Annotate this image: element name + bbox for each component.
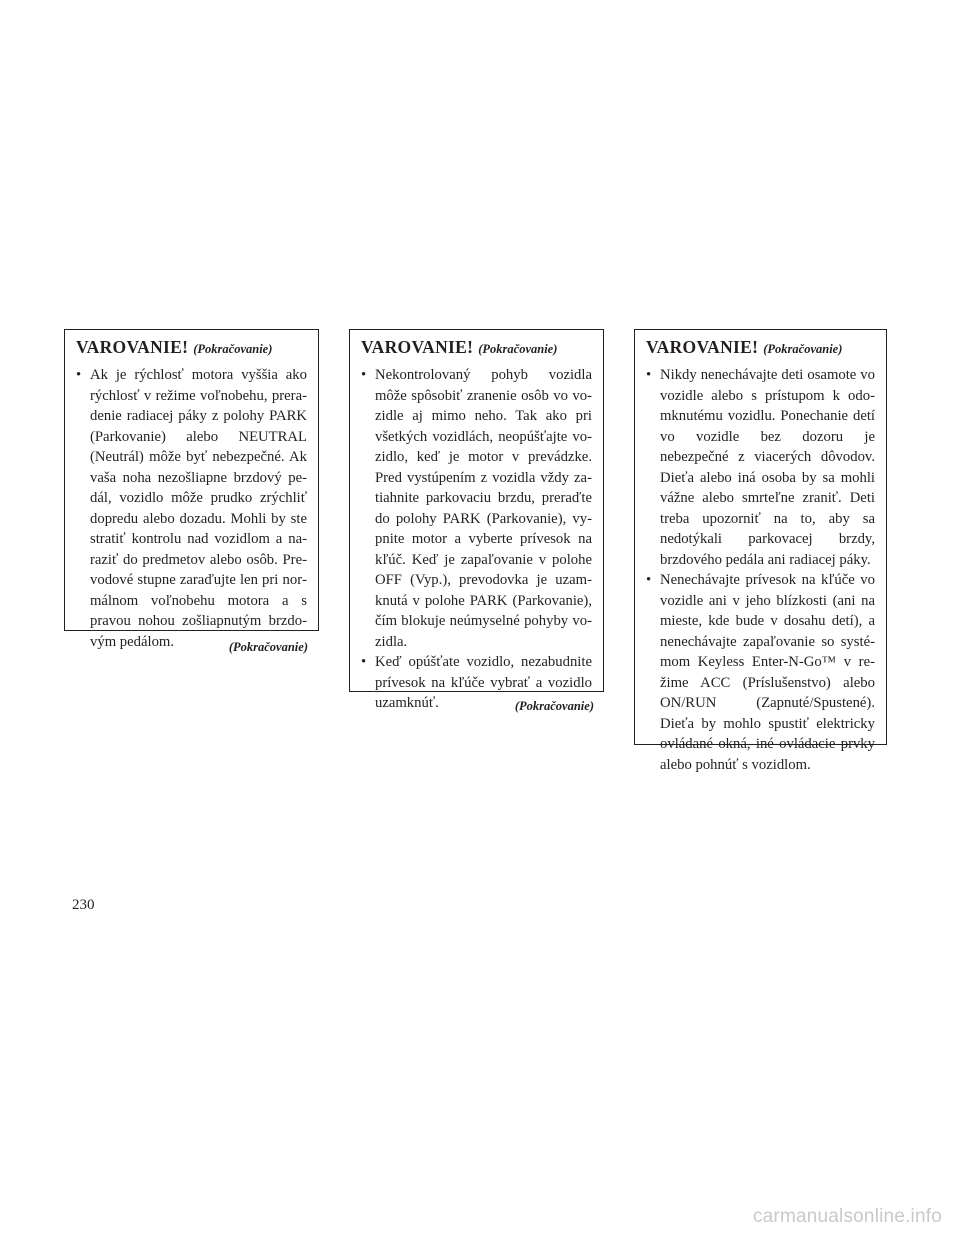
warning-subtitle: (Pokračovanie)	[478, 342, 558, 356]
warning-title: VAROVANIE!	[361, 337, 474, 357]
warning-item-text: Keď opúšťate vozidlo, nezabudnite prívesok na kľúče vybrať a vozidlo uzamknúť.	[375, 654, 592, 711]
warning-box-3	[634, 329, 887, 773]
warning-heading	[76, 336, 307, 360]
bullet-icon: •	[361, 367, 367, 383]
warning-title: VAROVANIE!	[646, 337, 759, 357]
warning-item-text: Nenechávajte prívesok na kľúče vo vozidle ani v jeho blízkosti (ani na mieste, kde bude v dosahu detí), a nenechávajte zapaľovanie so systémom Keyless Enter-N-Go™ v režime ACC (Príslušenstvo) alebo ON/RUN (Zapnuté/Spustené). Dieťa by mohlo spustiť elektricky ovládané okná, iné ovládacie prvky alebo pohnúť s vozidlom.	[660, 572, 875, 773]
continued-label: (Pokračovanie)	[514, 699, 594, 713]
warning-box-1	[64, 329, 319, 650]
bullet-icon: •	[646, 572, 652, 588]
warning-heading	[646, 336, 875, 360]
bullet-icon: •	[76, 367, 82, 383]
warning-list	[76, 365, 307, 652]
warning-subtitle: (Pokračovanie)	[763, 342, 843, 356]
warning-item-text: Nekontrolovaný pohyb vozidla môže spôsobiť zranenie osôb vo vozidle aj mimo neho. Tak ako pri všetkých vozidlách, neopúšťajte vozidlo, keď je motor v prevádzke. Pred vystúpením z vozidla vždy zatiahnite parkovaciu brzdu, preraďte do polohy PARK (Parkovanie), vypnite motor a vyberte prívesok na kľúč. Keď je zapaľovanie v polohe OFF (Vyp.), prevodovka je uzamknutá v polohe PARK (Parkovanie), čím blokuje neúmyselné pohyby vozidla.	[375, 367, 592, 650]
bullet-icon: •	[646, 367, 652, 383]
warning-subtitle: (Pokračovanie)	[193, 342, 273, 356]
warning-heading	[361, 336, 592, 360]
warning-title: VAROVANIE!	[76, 337, 189, 357]
watermark: carmanualsonline.info	[752, 1206, 942, 1227]
bullet-icon: •	[361, 654, 367, 670]
continued-label: (Pokračovanie)	[228, 640, 308, 654]
warning-item-text: Nikdy nenechávajte deti osamote vo vozidle alebo s prístupom k odomknutému vozidlu. Ponechanie detí vo vozidle bez dozoru je nebezpečné z viacerých dôvodov. Dieťa alebo iná osoba by sa mohli vážne alebo smrteľne zraniť. Deti treba upozorniť na to, aby sa nedotýkali parkovacej brzdy, brzdového pedála ani radiacej páky.	[660, 367, 875, 568]
warning-item	[76, 365, 307, 652]
warning-item	[646, 570, 875, 775]
warning-item	[646, 365, 875, 570]
warning-item	[361, 365, 592, 652]
warning-box-2	[349, 329, 604, 711]
page-number: 230	[72, 897, 95, 913]
warning-item-text: Ak je rýchlosť motora vyššia ako rýchlosť v režime voľnobehu, preradenie radiacej páky z polohy PARK (Parkovanie) alebo NEUTRAL (Neutrál) môže byť nebezpečné. Ak vaša noha nezošliapne brzdový pedál, vozidlo môže prudko zrýchliť dopredu alebo dozadu. Mohli by ste stratiť kontrolu nad vozidlom a naraziť do predmetov alebo osôb. Prevodové stupne zaraďujte len pri normálnom voľnobehu motora a s pravou nohou zošliapnutým brzdovým pedálom.	[90, 367, 307, 650]
warning-list	[646, 365, 875, 775]
warning-list	[361, 365, 592, 714]
